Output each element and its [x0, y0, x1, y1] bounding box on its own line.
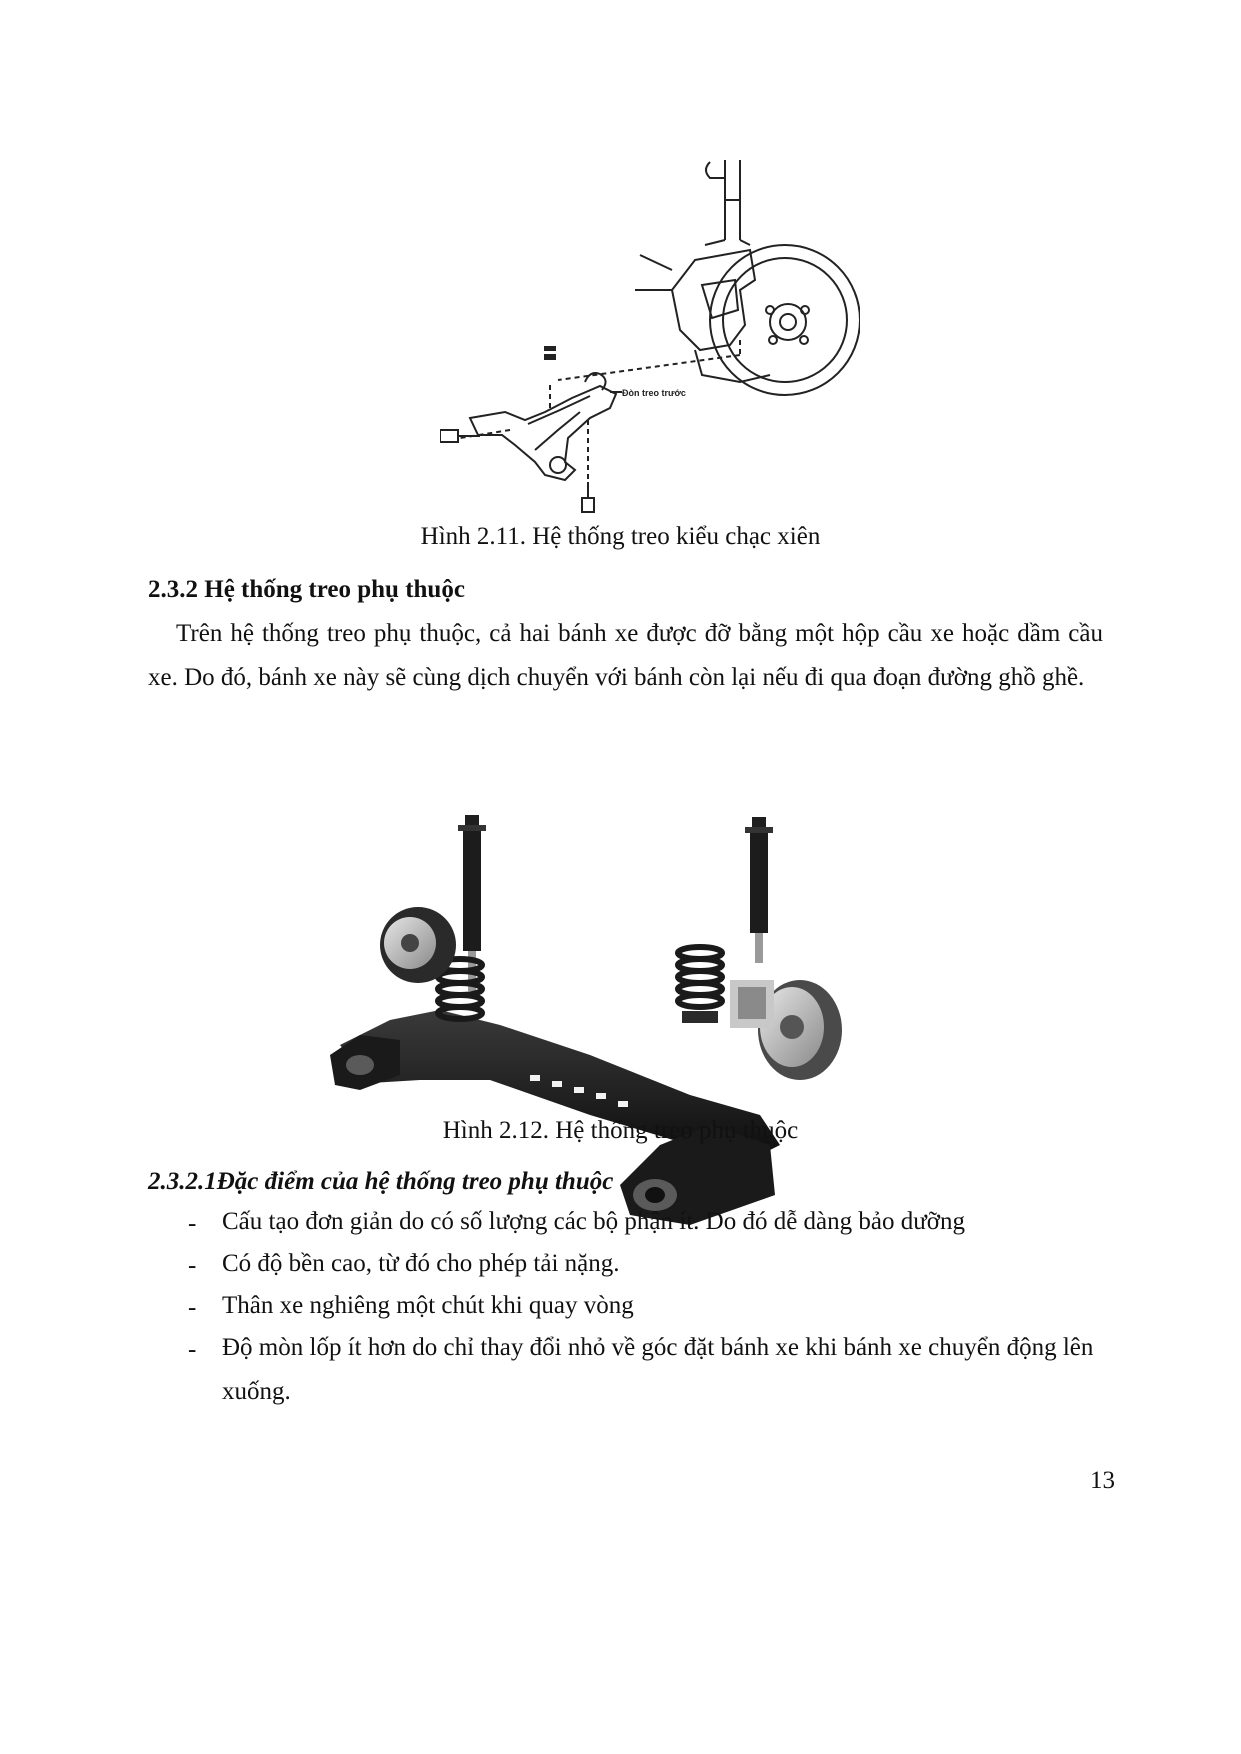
bullet-marker: - [188, 1210, 197, 1237]
page-number: 13 [1090, 1467, 1115, 1494]
figure-2-12-caption: Hình 2.12. Hệ thống treo phụ thuộc [442, 1117, 799, 1144]
list-item-text: Thân xe nghiêng một chút khi quay vòng [222, 1292, 634, 1319]
bullet-marker: - [188, 1336, 197, 1363]
section-heading: 2.3.2 Hệ thống treo phụ thuộc [148, 576, 465, 603]
list-item-text: Cấu tạo đơn giản do có số lượng các bộ phận ít. Do đó dễ dàng bảo dưỡng [222, 1208, 966, 1235]
subsection-heading: 2.3.2.1Đặc điểm của hệ thống treo phụ thuộc [148, 1168, 614, 1195]
bullet-marker: - [188, 1252, 197, 1279]
list-item-text: Có độ bền cao, từ đó cho phép tải nặng. [222, 1250, 620, 1277]
figure-wishbone-suspension [440, 150, 860, 570]
section-paragraph: Trên hệ thống treo phụ thuộc, cả hai bánh xe được đỡ bằng một hộp cầu xe hoặc dầm cầu xe. Do đó, bánh xe này sẽ cùng dịch chuyển với bánh còn lại nếu đi qua đoạn đường ghồ ghề. [148, 620, 1103, 691]
bullet-marker: - [188, 1294, 197, 1321]
lower-arm-callout-label: Đòn treo trước [622, 388, 686, 398]
list-item-text: Độ mòn lốp ít hơn do chỉ thay đổi nhỏ về góc đặt bánh xe khi bánh xe chuyển động lên xuống. [222, 1334, 1094, 1405]
figure-2-11-caption: Hình 2.11. Hệ thống treo kiểu chạc xiên [420, 523, 821, 550]
wishbone-suspension-drawing [440, 150, 860, 570]
